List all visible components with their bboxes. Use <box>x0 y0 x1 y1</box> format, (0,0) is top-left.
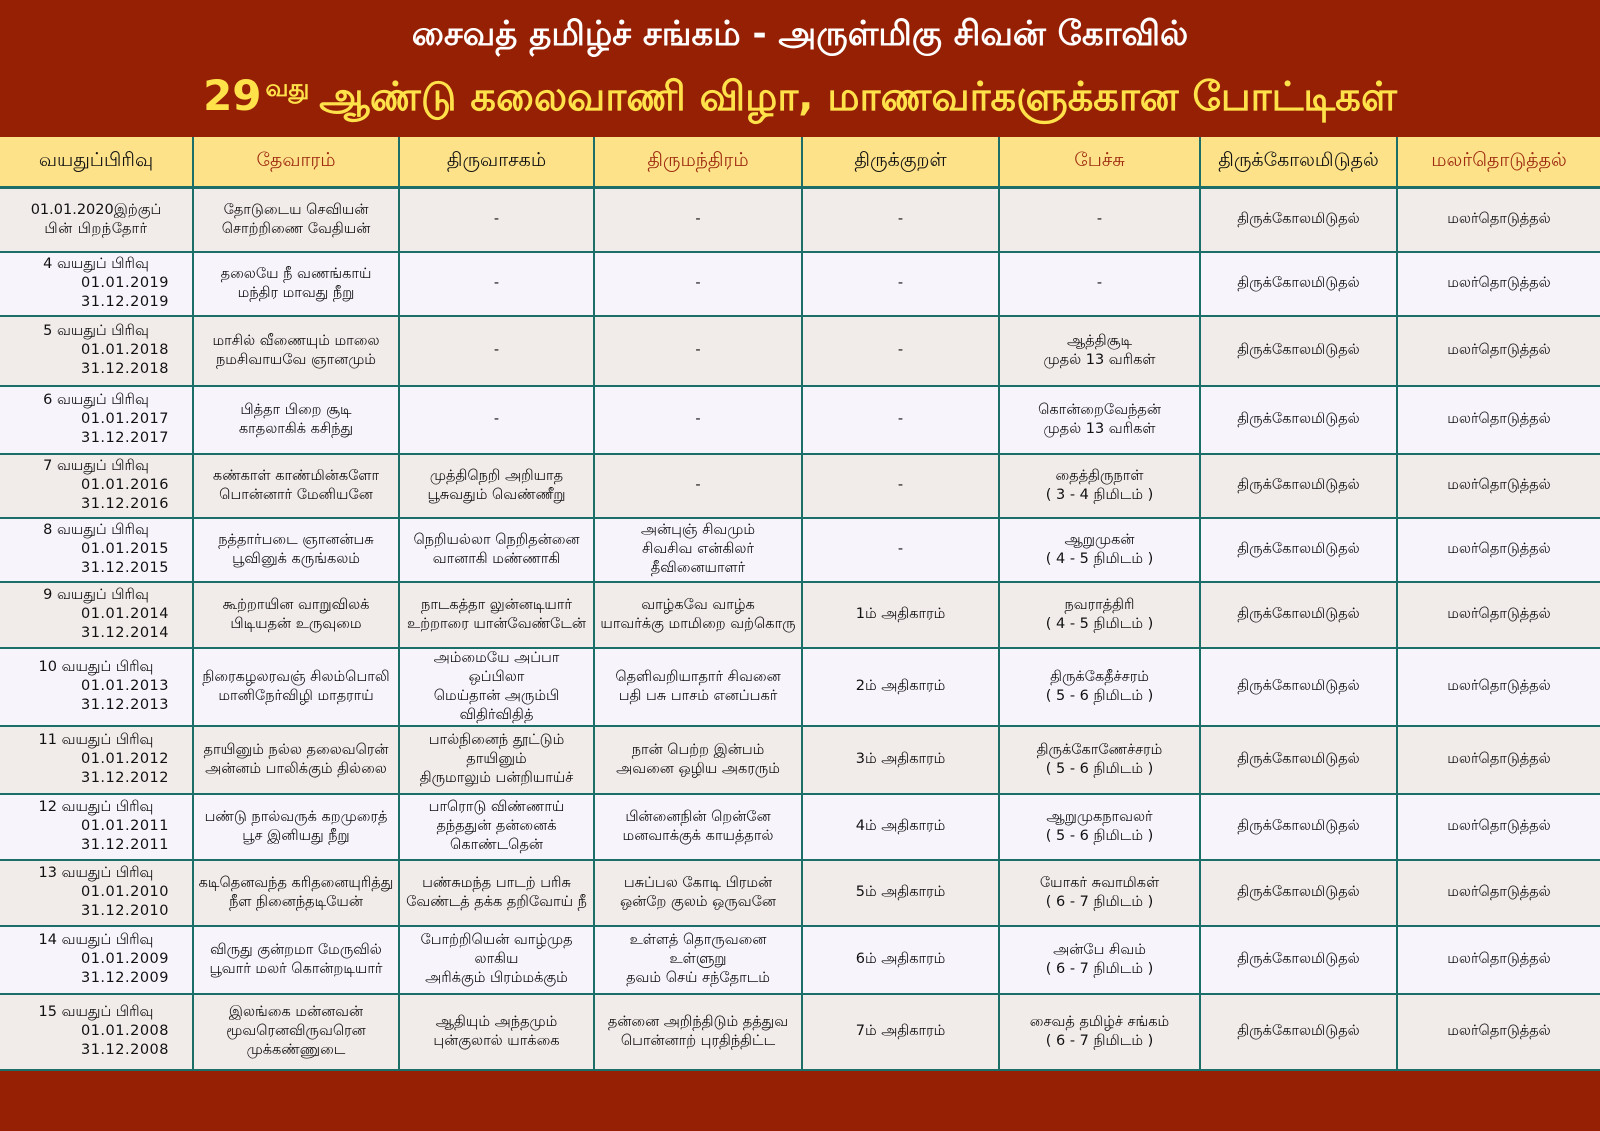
thevaram-cell <box>193 794 399 860</box>
column-header-thirukkural: திருக்குறள் <box>802 137 999 188</box>
age-group-label: 14 வயதுப் பிரிவு <box>38 932 154 948</box>
thevaram-line: மந்திர மாவது நீறு <box>237 284 355 301</box>
speech-line: தைத்திருநாள் <box>1055 467 1144 484</box>
organization-title: சைவத் தமிழ்ச் சங்கம் - அருள்மிகு சிவன் கோவில் <box>411 14 1189 54</box>
thirumanthiram-line: மனவாக்குக் காயத்தால் <box>622 827 774 844</box>
thirukkural-cell: - <box>802 454 999 518</box>
flower-cell: மலர்தொடுத்தல் <box>1397 648 1600 726</box>
age-group-cell <box>0 860 193 926</box>
date-to: 31.12.2013 <box>80 697 170 713</box>
event-title-text: ஆண்டு கலைவாணி விழா, மாணவர்களுக்கான போட்டிகள் <box>319 74 1397 120</box>
thiruvasagam-cell <box>399 582 594 648</box>
date-from: 01.01.2013 <box>80 678 170 694</box>
speech-line: ஆறுமுகநாவலர் <box>1046 808 1153 825</box>
speech-line: முதல் 13 வரிகள் <box>1043 420 1156 437</box>
thirumanthiram-line: பசுப்பல கோடி பிரமன் <box>623 874 773 891</box>
thiruvasagam-line: முத்திநெறி அறியாத <box>429 467 564 484</box>
column-header-kolam: திருக்கோலமிடுதல் <box>1200 137 1397 188</box>
speech-cell <box>999 518 1200 582</box>
thiruvasagam-cell <box>399 926 594 994</box>
table-row <box>0 252 1600 316</box>
thiruvasagam-line: பூசுவதும் வெண்ணீறு <box>427 486 566 503</box>
thevaram-line: பிடியதன் உருவுமை <box>230 615 362 632</box>
thirukkural-cell: 7ம் அதிகாரம் <box>802 994 999 1070</box>
age-group-label: 15 வயதுப் பிரிவு <box>38 1004 154 1020</box>
thirumanthiram-cell <box>594 386 802 454</box>
thirumanthiram-line: அன்புஞ் சிவமும் <box>640 522 756 538</box>
thirumanthiram-line: பொன்னாற் புரதிந்திட்ட <box>620 1032 776 1049</box>
anniversary-number: 29 <box>203 71 262 120</box>
speech-cell <box>999 582 1200 648</box>
thirumanthiram-line: சிவசிவ என்கிலர் தீவினையாளர் <box>642 541 754 576</box>
header-banner <box>0 0 1600 137</box>
speech-line: ஆத்திசூடி <box>1066 332 1133 349</box>
thiruvasagam-line: வானாகி மண்ணாகி <box>432 550 561 567</box>
thevaram-line: சொற்றிணை வேதியன் <box>221 220 371 237</box>
thevaram-line: நமசிவாயவே ஞானமும் <box>216 351 376 368</box>
thevaram-cell <box>193 860 399 926</box>
kolam-cell: திருக்கோலமிடுதல் <box>1200 648 1397 726</box>
thiruvasagam-cell <box>399 994 594 1070</box>
column-header-flower: மலர்தொடுத்தல் <box>1397 137 1600 188</box>
age-group-label: 11 வயதுப் பிரிவு <box>38 732 154 748</box>
thirumanthiram-line: - <box>695 342 701 358</box>
column-header-speech: பேச்சு <box>999 137 1200 188</box>
age-group-cell <box>0 994 193 1070</box>
thiruvasagam-cell <box>399 454 594 518</box>
thevaram-cell <box>193 386 399 454</box>
thiruvasagam-cell <box>399 860 594 926</box>
thiruvasagam-line: அம்மையே அப்பா ஒப்பிலா <box>433 649 560 685</box>
thirumanthiram-line: அவனை ஒழிய அகரரும் <box>616 760 780 777</box>
kolam-cell: திருக்கோலமிடுதல் <box>1200 252 1397 316</box>
column-header-thirumanthiram: திருமந்திரம் <box>594 137 802 188</box>
date-to: 31.12.2008 <box>80 1042 170 1058</box>
thevaram-line: கூற்றாயின வாறுவிலக் <box>222 596 370 613</box>
table-row <box>0 582 1600 648</box>
thiruvasagam-line: போற்றியென் வாழ்முத லாகிய <box>420 932 573 967</box>
competition-table <box>0 137 1600 1071</box>
speech-line: முதல் 13 வரிகள் <box>1043 351 1156 368</box>
speech-line: நவராத்திரி <box>1064 596 1135 613</box>
thirumanthiram-line: நான் பெற்ற இன்பம் <box>631 741 765 758</box>
date-to: 31.12.2018 <box>80 361 170 377</box>
thirumanthiram-cell <box>594 926 802 994</box>
table-row <box>0 794 1600 860</box>
thiruvasagam-line: திருமாலும் பன்றியாய்ச் <box>419 770 574 786</box>
thirumanthiram-line: பதி பசு பாசம் எனப்பகர் <box>618 687 778 704</box>
date-from: 01.01.2010 <box>80 884 170 900</box>
thiruvasagam-line: பண்சுமந்த பாடற் பரிசு <box>422 874 571 891</box>
thevaram-line: மாசில் வீணையும் மாலை <box>212 332 380 349</box>
speech-line: ( 6 - 7 நிமிடம் ) <box>1045 893 1154 910</box>
date-from: 01.01.2014 <box>80 606 170 622</box>
thiruvasagam-cell <box>399 252 594 316</box>
thevaram-line: பூவினுக் கருங்கலம் <box>232 550 360 567</box>
thirukkural-cell: 3ம் அதிகாரம் <box>802 726 999 794</box>
speech-line: ( 4 - 5 நிமிடம் ) <box>1045 615 1154 632</box>
age-group-cell <box>0 794 193 860</box>
speech-line: - <box>1096 211 1103 228</box>
speech-line: திருக்கேதீச்சரம் <box>1050 668 1149 685</box>
date-from: பின் பிறந்தோர் <box>44 220 148 237</box>
flower-cell: மலர்தொடுத்தல் <box>1397 860 1600 926</box>
thiruvasagam-line: நாடகத்தா லுன்னடியார் <box>421 596 572 613</box>
speech-cell <box>999 648 1200 726</box>
thevaram-line: கடிதெனவந்த கரிதனையுரித்து <box>198 874 394 891</box>
thevaram-cell <box>193 188 399 252</box>
thiruvasagam-line: வேண்டத் தக்க தறிவோய் நீ <box>406 893 587 910</box>
thiruvasagam-cell <box>399 794 594 860</box>
thevaram-line: பித்தா பிறை சூடி <box>240 401 352 418</box>
thiruvasagam-line: - <box>493 342 500 358</box>
thevaram-line: நீள நினைந்தடியேன் <box>229 893 363 910</box>
speech-line: கொன்றைவேந்தன் <box>1038 401 1161 418</box>
thevaram-line: விருது குன்றமா மேருவில் <box>210 941 382 958</box>
thiruvasagam-line: ஆதியும் அந்தமும் <box>435 1013 558 1030</box>
date-from: 01.01.2011 <box>80 818 170 834</box>
thiruvasagam-cell <box>399 316 594 386</box>
age-group-cell <box>0 316 193 386</box>
thevaram-cell <box>193 648 399 726</box>
flower-cell: மலர்தொடுத்தல் <box>1397 188 1600 252</box>
speech-cell <box>999 386 1200 454</box>
speech-line: சைவத் தமிழ்ச் சங்கம் <box>1029 1013 1170 1030</box>
speech-line: - <box>1096 275 1103 291</box>
date-to: 31.12.2014 <box>80 625 170 641</box>
kolam-cell: திருக்கோலமிடுதல் <box>1200 860 1397 926</box>
speech-line: திருக்கோணேச்சரம் <box>1036 741 1163 758</box>
age-group-cell <box>0 386 193 454</box>
thirukkural-cell: 5ம் அதிகாரம் <box>802 860 999 926</box>
thirumanthiram-cell <box>594 726 802 794</box>
thirumanthiram-cell <box>594 518 802 582</box>
thevaram-line: காதலாகிக் கசிந்து <box>238 420 354 437</box>
kolam-cell: திருக்கோலமிடுதல் <box>1200 188 1397 252</box>
thirukkural-cell: 4ம் அதிகாரம் <box>802 794 999 860</box>
kolam-cell: திருக்கோலமிடுதல் <box>1200 386 1397 454</box>
table-row <box>0 926 1600 994</box>
age-group-cell <box>0 926 193 994</box>
column-header-thiruvasagam: திருவாசகம் <box>399 137 594 188</box>
date-to: 31.12.2016 <box>80 496 170 512</box>
date-to: 31.12.2011 <box>80 837 170 853</box>
thirukkural-cell: - <box>802 316 999 386</box>
thevaram-line: மானிநேர்விழி மாதராய் <box>218 687 374 704</box>
thirumanthiram-cell <box>594 582 802 648</box>
thiruvasagam-line: உற்றாரை யான்வேண்டேன் <box>407 615 586 632</box>
speech-line: யோகர் சுவாமிகள் <box>1039 874 1160 891</box>
thirumanthiram-cell <box>594 648 802 726</box>
thiruvasagam-cell <box>399 726 594 794</box>
kolam-cell: திருக்கோலமிடுதல் <box>1200 582 1397 648</box>
flower-cell: மலர்தொடுத்தல் <box>1397 994 1600 1070</box>
date-to: 31.12.2009 <box>80 970 170 986</box>
age-group-label: 7 வயதுப் பிரிவு <box>43 458 149 474</box>
thirumanthiram-cell <box>594 316 802 386</box>
kolam-cell: திருக்கோலமிடுதல் <box>1200 316 1397 386</box>
age-group-cell <box>0 582 193 648</box>
table-row <box>0 726 1600 794</box>
speech-line: ( 5 - 6 நிமிடம் ) <box>1045 760 1154 777</box>
age-group-label: 10 வயதுப் பிரிவு <box>38 659 154 675</box>
table-row <box>0 518 1600 582</box>
thiruvasagam-line: நெறியல்லா நெறிதன்னை <box>413 531 580 548</box>
flower-cell: மலர்தொடுத்தல் <box>1397 794 1600 860</box>
speech-line: ( 3 - 4 நிமிடம் ) <box>1045 486 1154 503</box>
thirumanthiram-line: தெளிவறியாதார் சிவனை <box>615 668 781 685</box>
speech-line: ( 6 - 7 நிமிடம் ) <box>1045 1032 1154 1049</box>
speech-cell <box>999 860 1200 926</box>
date-from: 01.01.2009 <box>80 951 170 967</box>
age-group-label: 4 வயதுப் பிரிவு <box>43 256 149 272</box>
date-from: 01.01.2019 <box>80 275 170 291</box>
flower-cell: மலர்தொடுத்தல் <box>1397 582 1600 648</box>
date-to: 31.12.2015 <box>80 560 170 576</box>
date-from: 01.01.2015 <box>80 541 170 557</box>
thiruvasagam-cell <box>399 518 594 582</box>
flower-cell: மலர்தொடுத்தல் <box>1397 252 1600 316</box>
thirumanthiram-line: தவம் செய் சந்தோடம் <box>626 970 770 986</box>
speech-line: ( 5 - 6 நிமிடம் ) <box>1045 827 1154 844</box>
thiruvasagam-line: அரிக்கும் பிரம்மக்கும் <box>425 970 568 986</box>
thirumanthiram-line: பின்னைநின் றென்னே <box>625 808 771 825</box>
thirumanthiram-cell <box>594 454 802 518</box>
column-header-thevaram: தேவாரம் <box>193 137 399 188</box>
table-header-row <box>0 137 1600 188</box>
kolam-cell: திருக்கோலமிடுதல் <box>1200 794 1397 860</box>
thevaram-line: இலங்கை மன்னவன் <box>228 1004 364 1020</box>
thevaram-line: தோடுடைய செவியன் <box>223 201 369 218</box>
thevaram-line: தாயினும் நல்ல தலைவரென் <box>203 741 389 758</box>
event-title <box>0 68 1600 130</box>
thirumanthiram-cell <box>594 860 802 926</box>
thiruvasagam-line: தந்ததுன் தன்னைக் கொண்டதென் <box>436 818 557 853</box>
table-row <box>0 188 1600 252</box>
thirumanthiram-line: உள்ளத் தொருவனை உள்ளுறு <box>629 932 767 967</box>
thirumanthiram-line: - <box>695 275 701 291</box>
flower-cell: மலர்தொடுத்தல் <box>1397 726 1600 794</box>
date-to: 31.12.2019 <box>80 294 170 310</box>
age-group-label: 6 வயதுப் பிரிவு <box>43 392 149 408</box>
kolam-cell: திருக்கோலமிடுதல் <box>1200 994 1397 1070</box>
thevaram-cell <box>193 252 399 316</box>
speech-cell <box>999 794 1200 860</box>
speech-cell <box>999 726 1200 794</box>
thirumanthiram-line: ஒன்றே குலம் ஒருவனே <box>620 893 776 910</box>
age-group-cell <box>0 252 193 316</box>
thirumanthiram-line: - <box>695 411 701 427</box>
thiruvasagam-line: - <box>493 411 500 427</box>
age-group-cell <box>0 518 193 582</box>
thiruvasagam-line: மெய்தான் அரும்பி விதிர்விதித் <box>433 687 560 723</box>
date-from: 01.01.2018 <box>80 342 170 358</box>
thevaram-line: பொன்னார் மேனியனே <box>219 486 373 503</box>
flower-cell: மலர்தொடுத்தல் <box>1397 926 1600 994</box>
age-group-cell <box>0 726 193 794</box>
kolam-cell: திருக்கோலமிடுதல் <box>1200 518 1397 582</box>
speech-cell <box>999 994 1200 1070</box>
date-from: 01.01.2016 <box>80 477 170 493</box>
thirukkural-cell: - <box>802 386 999 454</box>
thirumanthiram-cell <box>594 994 802 1070</box>
thirumanthiram-line: - <box>695 211 701 228</box>
age-group-label: 01.01.2020இற்குப் <box>30 201 162 218</box>
thiruvasagam-line: - <box>493 275 500 291</box>
thevaram-line: அன்னம் பாலிக்கும் தில்லை <box>205 760 387 777</box>
thevaram-cell <box>193 454 399 518</box>
thevaram-line: நிரைகழலரவஞ் சிலம்பொலி <box>202 668 390 685</box>
table-row <box>0 860 1600 926</box>
age-group-label: 5 வயதுப் பிரிவு <box>43 323 149 339</box>
speech-cell <box>999 316 1200 386</box>
age-group-label: 8 வயதுப் பிரிவு <box>43 522 149 538</box>
thirumanthiram-line: - <box>695 477 701 493</box>
kolam-cell: திருக்கோலமிடுதல் <box>1200 926 1397 994</box>
speech-cell <box>999 926 1200 994</box>
table-row <box>0 994 1600 1070</box>
thevaram-cell <box>193 994 399 1070</box>
date-from: 01.01.2012 <box>80 751 170 767</box>
date-to: 31.12.2010 <box>80 903 170 919</box>
thiruvasagam-line: - <box>493 211 500 228</box>
flower-cell: மலர்தொடுத்தல் <box>1397 454 1600 518</box>
speech-line: ( 4 - 5 நிமிடம் ) <box>1045 550 1154 567</box>
thirumanthiram-line: யாவர்க்கு மாமிறை வற்கொரு <box>600 615 796 632</box>
speech-cell <box>999 454 1200 518</box>
thevaram-cell <box>193 518 399 582</box>
thirukkural-cell: 2ம் அதிகாரம் <box>802 648 999 726</box>
age-group-cell <box>0 188 193 252</box>
thirukkural-cell: 6ம் அதிகாரம் <box>802 926 999 994</box>
table-row <box>0 648 1600 726</box>
thevaram-cell <box>193 926 399 994</box>
speech-line: ( 6 - 7 நிமிடம் ) <box>1045 960 1154 977</box>
speech-line: ஆறுமுகன் <box>1064 531 1135 548</box>
thevaram-cell <box>193 316 399 386</box>
date-to: 31.12.2017 <box>80 430 170 446</box>
column-header-age: வயதுப்பிரிவு <box>0 137 193 188</box>
footer-band <box>0 1075 1600 1131</box>
date-to: 31.12.2012 <box>80 770 170 786</box>
kolam-cell: திருக்கோலமிடுதல் <box>1200 454 1397 518</box>
speech-cell <box>999 188 1200 252</box>
thiruvasagam-line: பாரொடு விண்ணாய் <box>428 799 565 815</box>
speech-cell <box>999 252 1200 316</box>
age-group-label: 9 வயதுப் பிரிவு <box>43 587 149 603</box>
thevaram-line: கண்காள் காண்மின்களோ <box>212 467 380 484</box>
date-from: 01.01.2008 <box>80 1023 170 1039</box>
thevaram-cell <box>193 726 399 794</box>
thirumanthiram-cell <box>594 794 802 860</box>
table-row <box>0 316 1600 386</box>
thirukkural-cell: - <box>802 252 999 316</box>
thiruvasagam-line: பால்நினைந் தூட்டும் தாயினும் <box>428 732 565 767</box>
thirumanthiram-cell <box>594 188 802 252</box>
thevaram-cell <box>193 582 399 648</box>
age-group-cell <box>0 454 193 518</box>
flower-cell: மலர்தொடுத்தல் <box>1397 518 1600 582</box>
thiruvasagam-line: புன்குலால் யாக்கை <box>433 1032 560 1049</box>
thirukkural-cell: 1ம் அதிகாரம் <box>802 582 999 648</box>
thirukkural-cell: - <box>802 518 999 582</box>
thirumanthiram-line: தன்னை அறிந்திடும் தத்துவ <box>607 1013 789 1030</box>
flower-cell: மலர்தொடுத்தல் <box>1397 386 1600 454</box>
age-group-cell <box>0 648 193 726</box>
date-from: 01.01.2017 <box>80 411 170 427</box>
thirukkural-cell: - <box>802 188 999 252</box>
thiruvasagam-cell <box>399 648 594 726</box>
thevaram-line: நத்தார்படை ஞானன்பசு <box>218 531 374 548</box>
flower-cell: மலர்தொடுத்தல் <box>1397 316 1600 386</box>
thiruvasagam-cell <box>399 386 594 454</box>
thiruvasagam-cell <box>399 188 594 252</box>
thevaram-line: பூவார் மலர் கொன்றடியார் <box>209 960 383 977</box>
kolam-cell: திருக்கோலமிடுதல் <box>1200 726 1397 794</box>
thirumanthiram-cell <box>594 252 802 316</box>
age-group-label: 12 வயதுப் பிரிவு <box>38 799 154 815</box>
table-row <box>0 454 1600 518</box>
thevaram-line: பண்டு நால்வருக் கறமுரைத் <box>204 808 388 825</box>
thevaram-line: பூச இனியது நீறு <box>242 827 350 844</box>
thevaram-line: தலையே நீ வணங்காய் <box>220 265 372 282</box>
thirumanthiram-line: வாழ்கவே வாழ்க <box>641 596 755 613</box>
table-row <box>0 386 1600 454</box>
speech-line: ( 5 - 6 நிமிடம் ) <box>1045 687 1154 704</box>
speech-line: அன்பே சிவம் <box>1053 941 1146 958</box>
thevaram-line: மூவரெனவிருவரென முக்கண்ணுடை <box>226 1023 366 1058</box>
anniversary-suffix: வது <box>265 74 310 102</box>
age-group-label: 13 வயதுப் பிரிவு <box>38 865 154 881</box>
